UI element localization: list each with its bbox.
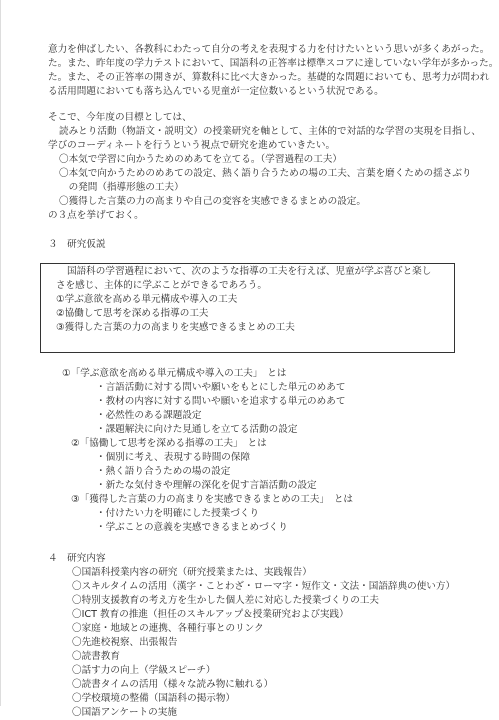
goals-line-1: 読みとり活動（物語文・説明文）の授業研究を軸として、主体的で対話的な学習の実現を目指し、 bbox=[59, 126, 481, 137]
scan-edge bbox=[0, 0, 1, 706]
content-item: 〇家庭・地域との連携、各種行事とのリンク bbox=[72, 623, 264, 634]
content-item: 〇読書教育 bbox=[72, 651, 120, 662]
detail-item: ・熱く語り合うための場の設定 bbox=[96, 466, 231, 477]
detail-head-1: ①「学ぶ意欲を高める単元構成や導入の工夫」 とは bbox=[62, 368, 287, 379]
goal-item-3: 〇獲得した言葉の力の高まりや自己の変容を実感できるまとめの設定。 bbox=[59, 196, 366, 207]
hypothesis-item-2: ②協働して思考を深める指導の工夫 bbox=[56, 308, 209, 319]
hypothesis-item-1: ①学ぶ意欲を高める単元構成や導入の工夫 bbox=[56, 294, 238, 305]
goal-item-1: 〇本気で学習に向かうためのめあてを立てる。（学習過程の工夫） bbox=[59, 154, 343, 165]
content-item: 〇特別支援教育の考え方を生かした個人差に対応した授業づくりの工夫 bbox=[72, 595, 379, 606]
detail-item: ・個別に考え、表現する時間の保障 bbox=[96, 452, 251, 463]
content-item: 〇国語アンケートの実施 bbox=[72, 707, 177, 718]
intro-line-3: た。また、その正答率の開きが、算数科に比べ大きかった。基礎的な問題においても、思考力が問われ bbox=[48, 72, 490, 83]
goals-line-2: 学びのコーディネートを行うという視点で研究を進めていきたい。 bbox=[48, 140, 336, 151]
detail-item: ・課題解決に向けた見通しを立てる活動の設定 bbox=[96, 424, 298, 435]
detail-item: ・学ぶことの意義を実感できるまとめづくり bbox=[96, 522, 288, 533]
content-item: 〇読書タイムの活用（様々な読み物に触れる） bbox=[72, 679, 274, 690]
content-item: 〇話す力の向上（学級スピーチ） bbox=[72, 665, 216, 676]
detail-item: ・教材の内容に対する問いや願いを追求する単元のめあて bbox=[96, 396, 346, 407]
section-4-heading: ４ 研究内容 bbox=[48, 553, 106, 564]
hypothesis-item-3: ③獲得した言葉の力の高まりを実感できるまとめの工夫 bbox=[56, 322, 295, 333]
intro-line-1: 意力を伸ばしたい、各教科にわたって自分の考えを表現する力を付けたいという思いが多くあがった。 bbox=[48, 44, 490, 55]
goals-closing: の３点を挙げておく。 bbox=[48, 210, 144, 221]
hypothesis-line-1: 国語科の学習過程において、次のような指導の工夫を行えば、児童が学ぶ喜びと楽し bbox=[67, 266, 432, 277]
intro-line-4: る活用問題においても落ち込んでいる児童が一定位数いるという状況である。 bbox=[48, 86, 384, 97]
detail-item: ・言語活動に対する問いや願いをもとにした単元のめあて bbox=[96, 382, 346, 393]
detail-item: ・新たな気付きや理解の深化を促す言語活動の設定 bbox=[96, 480, 317, 491]
content-item: 〇ICT 教育の推進（担任のスキルアップ＆授業研究および実践） bbox=[72, 609, 349, 620]
intro-line-2: た。また、昨年度の学力テストにおいて、国語科の正答率は標準スコアに達していない学年が多かった。 bbox=[48, 58, 499, 69]
section-3-heading: ３ 研究仮説 bbox=[48, 239, 106, 250]
detail-item: ・付けたい力を明確にした授業づくり bbox=[96, 508, 260, 519]
detail-head-3: ③「獲得した言葉の力の高まりを実感できるまとめの工夫」 とは bbox=[71, 494, 354, 505]
content-item: 〇国語科授業内容の研究（研究授業または、実践報告） bbox=[72, 567, 312, 578]
content-item: 〇学校環境の整備（国語科の掲示物） bbox=[72, 693, 236, 704]
content-item: 〇先進校視察、出張報告 bbox=[72, 637, 178, 648]
detail-head-2: ②「協働して思考を深める指導の工夫」 とは bbox=[71, 438, 267, 449]
detail-item: ・必然性のある課題設定 bbox=[96, 410, 202, 421]
goals-lead: そこで、今年度の目標としては、 bbox=[48, 112, 192, 123]
content-item: 〇スキルタイムの活用（漢字・ことわざ・ローマ字・短作文・文法・国語辞典の使い方） bbox=[72, 581, 456, 592]
goal-item-2: 〇本気で向かうためのめあての設定、熱く語り合うための場の工夫、言葉を磨くための揺さぶり bbox=[59, 168, 472, 179]
hypothesis-line-2: さを感じ、主体的に学ぶことができるであろう。 bbox=[56, 280, 267, 291]
goal-item-2-cont: の発問（指導形態の工夫） bbox=[59, 182, 184, 193]
